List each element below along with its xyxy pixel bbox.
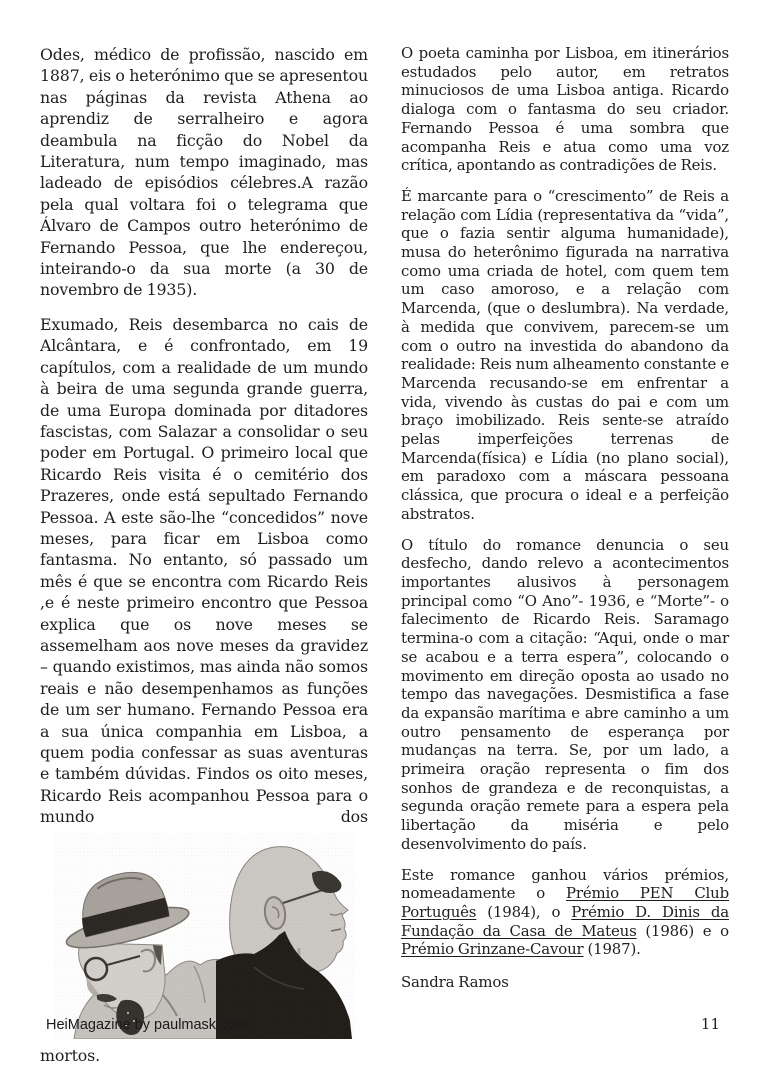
left-paragraph-2-continuation: mortos.	[40, 1045, 100, 1065]
text-segment: (1986) e o	[636, 921, 729, 940]
award-title: Prémio Grinzane-Cavour	[401, 940, 584, 959]
left-paragraph-2: Exumado, Reis desembarca no cais de Alcântara, e é confrontado, em 19 capítulos, com a realidade de um mundo à beira de uma segunda grande guerra, de uma Europa dominada por ditadores fascistas, com Salazar a consolidar o seu poder em Portugal. O primeiro local que Ricardo Reis visita é o cemitério dos Prazeres, onde está sepultado Fernando Pessoa. A este são-lhe “concedidos” nove meses, para ficar em Lisboa como fantasma. No entanto, só passado um mês é que se encontra com Ricardo Reis ,e é neste primeiro encontro que Pessoa explica que os nove meses se assemelham aos nove meses da gravidez – quando existimos, mas ainda não somos reais e não desempenhamos as funções de um ser humano. Fernando Pessoa era a sua única companhia em Lisboa, a quem podia confessar as suas aventuras e também dúvidas. Findos os oito meses, Ricardo Reis acompanhou Pessoa para o mundo dos	[40, 314, 368, 827]
photo-two-writers	[54, 833, 354, 1039]
award-title: Prémio D. Dinis da Fundação da Casa de Mateus	[401, 902, 729, 940]
text-segment: (1987).	[583, 940, 641, 959]
left-column	[40, 44, 368, 1079]
page-footer	[46, 1015, 720, 1033]
right-paragraph-2: É marcante para o “crescimento” de Reis a relação com Lídia (representativa da “vida”, que o fazia sentir alguma humanidade), musa do heterônimo figurada na narrativa como uma criada de hotel, com quem tem um caso amoroso, e a relação com Marcenda, (que o deslumbra). Na verdade, à medida que convivem, parecem-se um com o outro na investida do abandono da realidade: Reis num alheamento constante e Marcenda recusando-se em enfrentar a vida, vivendo às custas do pai e com um braço imobilizado. Reis sente-se atraído pelas imperfeições terrenas de Marcenda(física) e Lídia (no plano social), em paradoxo com a máscara pessoana clássica, que procura o ideal e a perfeição abstratos.	[401, 186, 729, 523]
author-byline: Sandra Ramos	[401, 973, 509, 992]
right-paragraph-1: O poeta caminha por Lisboa, em itinerários estudados pelo autor, em retratos minuciosos de uma Lisboa antiga. Ricardo dialoga com o fantasma do seu criador. Fernando Pessoa é uma sombra que acompanha Reis e atua como uma voz crítica, apontando as contradições de Reis.	[401, 44, 729, 175]
footer-credit: HeiMagazine by paulmask.com	[46, 1017, 248, 1033]
photo-illustration	[54, 833, 354, 1039]
text-segment: (1984), o	[476, 902, 572, 921]
award-title: Prémio PEN Club Português	[401, 884, 729, 921]
left-paragraph-1: Odes, médico de profissão, nascido em 1887, eis o heterónimo que se apresentou nas páginas da revista Athena ao aprendiz de serralheiro e agora deambula na ficção do Nobel da Literatura, num tempo imaginado, mas ladeado de episódios célebres.A razão pela qual voltara foi o telegrama que Álvaro de Campos outro heterónimo de Fernando Pessoa, que lhe endereçou, inteirando-o da sua morte (a 30 de novembro de 1935).	[40, 45, 368, 300]
page-number: 11	[700, 1015, 720, 1033]
halftone-texture	[54, 833, 354, 1039]
right-column	[401, 44, 729, 1079]
right-paragraph-3: O título do romance denuncia o seu desfecho, dando relevo a acontecimentos importantes alusivos à personagem principal como “O Ano”- 1936, e “Morte”- o falecimento de Ricardo Reis. Saramago termina-o com a citação: “Aqui, onde o mar se acabou e a terra espera”, colocando o movimento em direção oposta ao usado no tempo das navegações. Desmistifica a fase da expansão marítima e abre caminho a um outro pensamento de esperança por mudanças na terra. Se, por um lado, a primeira oração representa o fim dos sonhos de grandeza e de reconquistas, a segunda oração remete para a espera pela libertação da miséria e pelo desenvolvimento do país.	[401, 535, 729, 853]
text-segment: Este romance ganhou vários prémios, nomeadamente o	[401, 865, 729, 903]
right-paragraph-awards	[401, 866, 729, 960]
two-column-layout	[40, 44, 730, 1079]
